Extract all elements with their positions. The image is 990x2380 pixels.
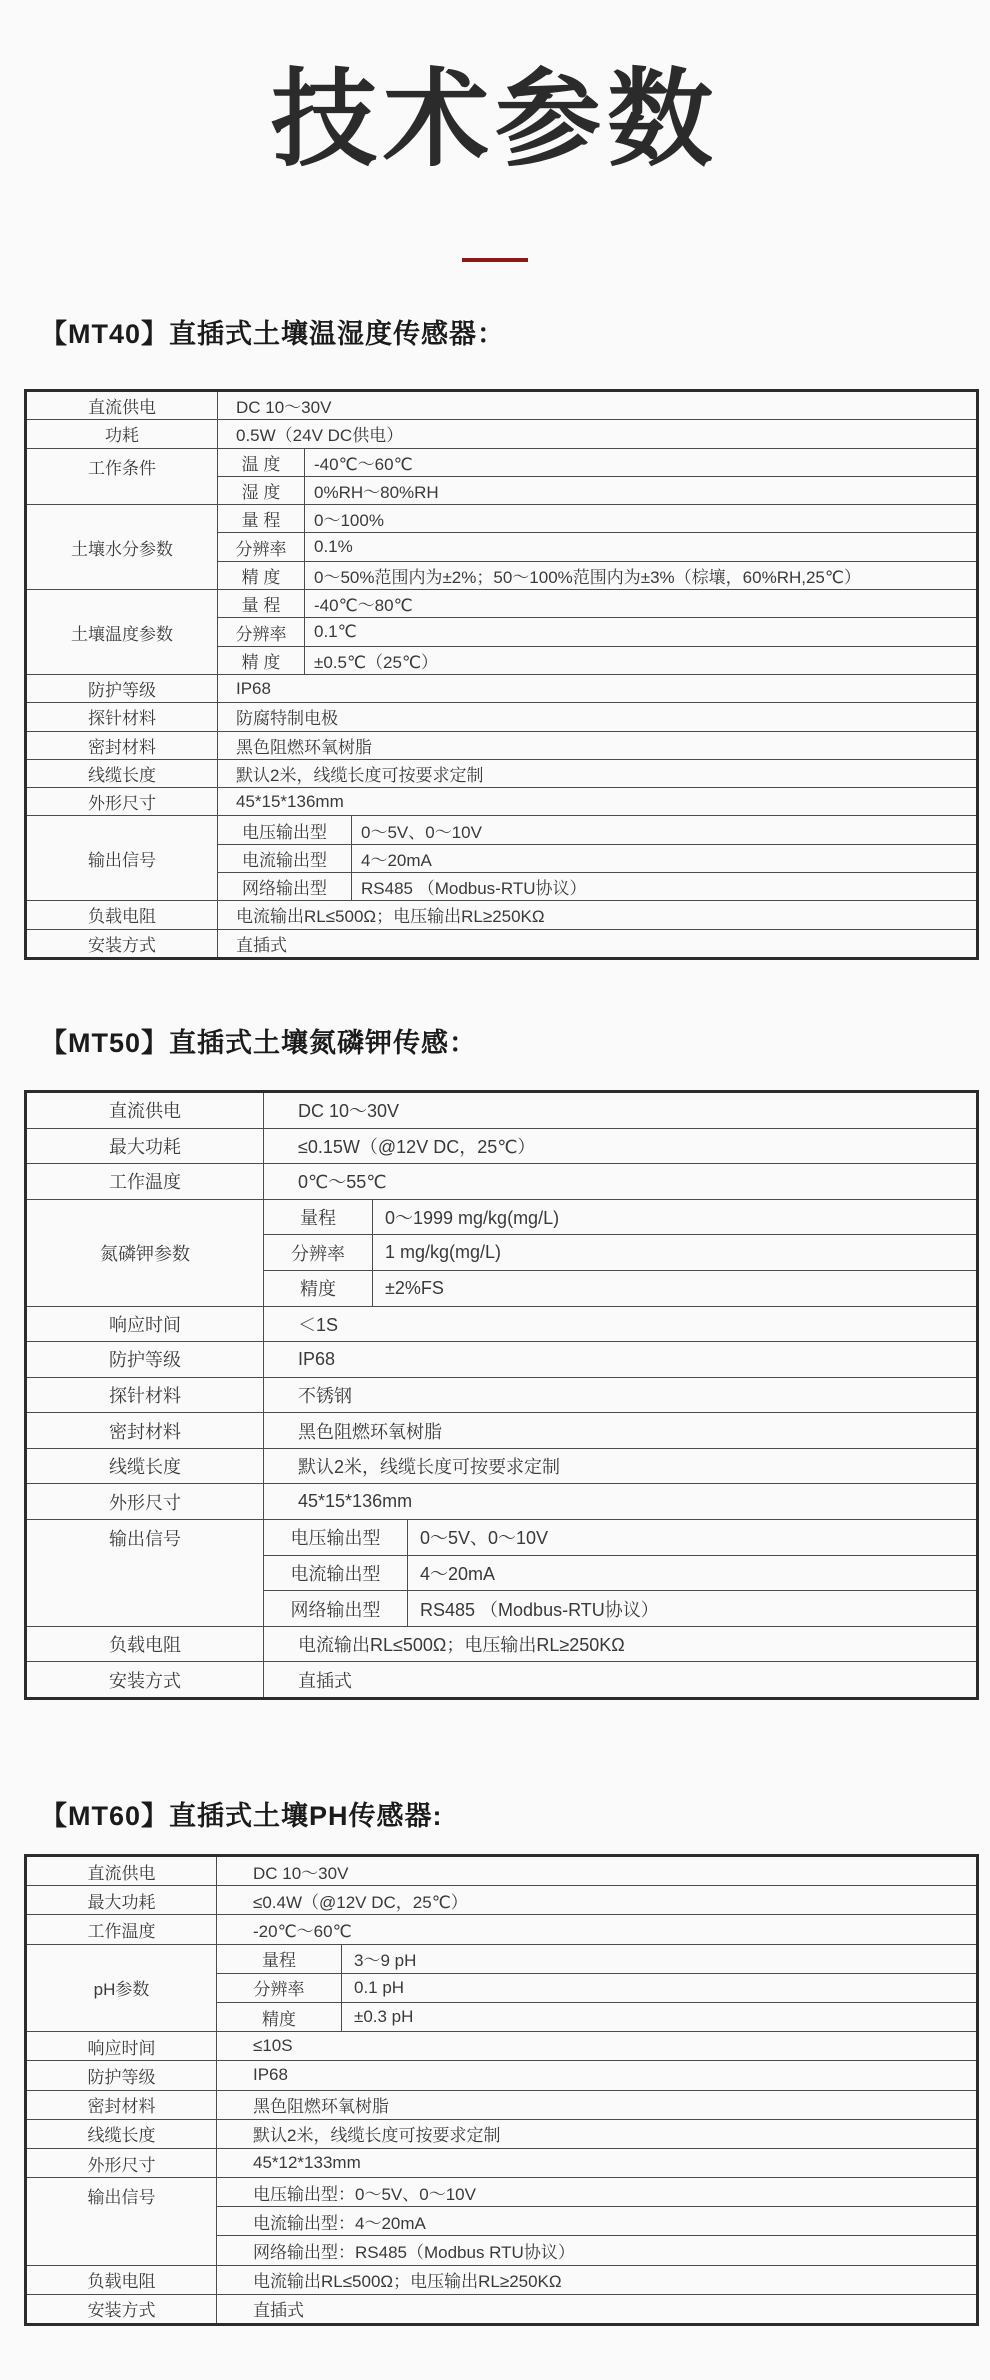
table-row [26,929,978,958]
table-row [26,1915,978,1944]
spec-sub-label-cell: 量 程 [218,590,305,618]
spec-group-label-cell: 氮磷钾参数 [26,1199,264,1306]
spec-value-cell: DC 10～30V [218,391,978,420]
spec-value-cell: ±0.3 pH [342,2002,978,2031]
spec-value-cell: ≤10S [217,2032,978,2061]
table-row [26,1626,978,1662]
table-row [26,1342,978,1378]
table-row [26,731,978,759]
spec-sub-label-cell: 网络输出型 [218,873,352,901]
table-row [26,1377,978,1413]
spec-value-cell: 45*15*136mm [264,1484,978,1520]
spec-value-cell: 0.1 pH [342,1973,978,2002]
spec-label-cell: 直流供电 [26,391,218,420]
table-row [26,759,978,787]
spec-value-cell: 3～9 pH [342,1944,978,1973]
spec-table-mt50 [24,1090,979,1700]
table-row [26,901,978,929]
spec-label-cell: 最大功耗 [26,1886,217,1915]
spec-value-cell: 网络输出型：RS485（Modbus RTU协议） [217,2236,978,2265]
spec-value-cell: 电流输出RL≤500Ω；电压输出RL≥250KΩ [218,901,978,929]
spec-group-label-cell: pH参数 [26,1944,217,2032]
table-row [26,1886,978,1915]
table-row [26,1944,978,1973]
spec-value-cell: DC 10～30V [217,1856,978,1886]
table-row [26,2061,978,2090]
spec-sub-label-cell: 分辨率 [217,1973,342,2002]
spec-value-cell: 默认2米，线缆长度可按要求定制 [217,2119,978,2148]
spec-value-cell: IP68 [218,674,978,702]
spec-value-cell: ±2%FS [373,1270,978,1306]
table-row [26,1199,978,1235]
spec-value-cell: ≤0.15W（@12V DC，25℃） [264,1128,978,1164]
spec-value-cell: 黑色阻燃环氧树脂 [264,1413,978,1449]
spec-group-label-cell: 土壤温度参数 [26,590,218,675]
spec-value-cell: 电流输出型：4～20mA [217,2207,978,2236]
table-row [26,816,978,844]
spec-label-cell: 密封材料 [26,2090,217,2119]
spec-sub-label-cell: 量程 [264,1199,373,1235]
spec-value-cell: ≤0.4W（@12V DC，25℃） [217,1886,978,1915]
spec-sub-label-cell: 精度 [264,1270,373,1306]
spec-sub-label-cell: 分辨率 [264,1235,373,1271]
table-row [26,590,978,618]
spec-group-label-cell: 工作条件 [26,448,218,505]
spec-value-cell: RS485 （Modbus-RTU协议） [408,1591,978,1627]
table-row [26,2148,978,2177]
spec-value-cell: 4～20mA [408,1555,978,1591]
spec-value-cell: ＜1S [264,1306,978,1342]
spec-label-cell: 外形尺寸 [26,2148,217,2177]
section-heading-mt60: 【MT60】直插式土壤PH传感器: [40,1801,443,1832]
spec-sub-label-cell: 电压输出型 [264,1520,408,1556]
spec-value-cell: 45*15*136mm [218,788,978,816]
spec-value-cell: 直插式 [217,2294,978,2324]
spec-value-cell: 电压输出型：0～5V、0～10V [217,2178,978,2207]
spec-value-cell: -40℃～80℃ [305,590,978,618]
table-row [26,674,978,702]
spec-value-cell: 0～5V、0～10V [352,816,978,844]
spec-label-cell: 安装方式 [26,2294,217,2324]
table-row [26,1662,978,1699]
spec-value-cell: 直插式 [264,1662,978,1699]
table-row [26,2090,978,2119]
spec-value-cell: 防腐特制电极 [218,703,978,731]
spec-sub-label-cell: 精度 [217,2002,342,2031]
table-row [26,788,978,816]
spec-value-cell: 0～1999 mg/kg(mg/L) [373,1199,978,1235]
spec-label-cell: 外形尺寸 [26,1484,264,1520]
table-row [26,1856,978,1886]
spec-value-cell: 默认2米，线缆长度可按要求定制 [264,1448,978,1484]
spec-value-cell: DC 10～30V [264,1091,978,1128]
spec-value-cell: 0.5W（24V DC供电） [218,420,978,448]
spec-value-cell: 0～5V、0～10V [408,1520,978,1556]
spec-sub-label-cell: 电压输出型 [218,816,352,844]
table-row [26,1164,978,1200]
spec-sub-label-cell: 量程 [217,1944,342,1973]
spec-label-cell: 功耗 [26,420,218,448]
table-row [26,505,978,533]
spec-label-cell: 安装方式 [26,1662,264,1699]
spec-label-cell: 密封材料 [26,731,218,759]
table-row [26,2119,978,2148]
spec-value-cell: IP68 [264,1342,978,1378]
spec-value-cell: 0℃～55℃ [264,1164,978,1200]
table-row [26,1520,978,1556]
spec-label-cell: 直流供电 [26,1856,217,1886]
spec-value-cell: 黑色阻燃环氧树脂 [218,731,978,759]
spec-value-cell: -40℃～60℃ [305,448,978,476]
table-row [26,2032,978,2061]
page-title: 技术参数 [271,61,719,179]
spec-sub-label-cell: 湿 度 [218,476,305,504]
spec-value-cell: -20℃～60℃ [217,1915,978,1944]
spec-sub-label-cell: 量 程 [218,505,305,533]
spec-group-label-cell: 输出信号 [26,816,218,901]
table-row [26,1128,978,1164]
spec-label-cell: 直流供电 [26,1091,264,1128]
spec-group-label-cell: 输出信号 [26,1520,264,1627]
spec-value-cell: 0%RH～80%RH [305,476,978,504]
red-divider [462,258,528,262]
spec-value-cell: 4～20mA [352,844,978,872]
spec-label-cell: 最大功耗 [26,1128,264,1164]
table-row [26,391,978,420]
spec-value-cell: ±0.5℃（25℃） [305,646,978,674]
spec-label-cell: 安装方式 [26,929,218,958]
section-heading-mt40: 【MT40】直插式土壤温湿度传感器： [40,319,506,349]
spec-value-cell: 0.1℃ [305,618,978,646]
table-row [26,420,978,448]
table-row [26,2178,978,2207]
spec-label-cell: 线缆长度 [26,1448,264,1484]
spec-value-cell: 电流输出RL≤500Ω；电压输出RL≥250KΩ [217,2265,978,2294]
spec-value-cell: 45*12*133mm [217,2148,978,2177]
spec-value-cell: 0～50%范围内为±2%；50～100%范围内为±3%（棕壤，60%RH,25℃） [305,561,978,589]
spec-value-cell: 直插式 [218,929,978,958]
spec-label-cell: 探针材料 [26,703,218,731]
table-row [26,1306,978,1342]
spec-value-cell: RS485 （Modbus-RTU协议） [352,873,978,901]
spec-label-cell: 防护等级 [26,2061,217,2090]
spec-sub-label-cell: 分辨率 [218,533,305,561]
spec-value-cell: 默认2米，线缆长度可按要求定制 [218,759,978,787]
table-row [26,1413,978,1449]
spec-sub-label-cell: 温 度 [218,448,305,476]
table-row [26,448,978,476]
spec-value-cell: 0～100% [305,505,978,533]
spec-value-cell: 1 mg/kg(mg/L) [373,1235,978,1271]
spec-sub-label-cell: 精 度 [218,561,305,589]
spec-label-cell: 工作温度 [26,1915,217,1944]
spec-value-cell: 0.1% [305,533,978,561]
spec-group-label-cell: 输出信号 [26,2178,217,2266]
spec-label-cell: 负载电阻 [26,901,218,929]
spec-table-mt40 [24,389,979,960]
spec-label-cell: 响应时间 [26,2032,217,2061]
spec-label-cell: 负载电阻 [26,2265,217,2294]
table-row [26,703,978,731]
spec-label-cell: 防护等级 [26,1342,264,1378]
spec-sub-label-cell: 分辨率 [218,618,305,646]
spec-sub-label-cell: 电流输出型 [264,1555,408,1591]
spec-label-cell: 外形尺寸 [26,788,218,816]
spec-label-cell: 密封材料 [26,1413,264,1449]
spec-table-mt60 [24,1854,979,2326]
table-row [26,1448,978,1484]
spec-group-label-cell: 土壤水分参数 [26,505,218,590]
spec-label-cell: 负载电阻 [26,1626,264,1662]
spec-label-cell: 响应时间 [26,1306,264,1342]
table-row [26,1091,978,1128]
spec-sub-label-cell: 网络输出型 [264,1591,408,1627]
spec-label-cell: 线缆长度 [26,759,218,787]
spec-value-cell: 电流输出RL≤500Ω；电压输出RL≥250KΩ [264,1626,978,1662]
table-row [26,2294,978,2324]
table-row [26,2265,978,2294]
spec-label-cell: 探针材料 [26,1377,264,1413]
spec-value-cell: 黑色阻燃环氧树脂 [217,2090,978,2119]
spec-sub-label-cell: 电流输出型 [218,844,352,872]
spec-value-cell: 不锈钢 [264,1377,978,1413]
spec-label-cell: 防护等级 [26,674,218,702]
spec-value-cell: IP68 [217,2061,978,2090]
section-heading-mt50: 【MT50】直插式土壤氮磷钾传感： [40,1027,478,1058]
spec-label-cell: 线缆长度 [26,2119,217,2148]
table-row [26,1484,978,1520]
spec-label-cell: 工作温度 [26,1164,264,1200]
spec-sub-label-cell: 精 度 [218,646,305,674]
